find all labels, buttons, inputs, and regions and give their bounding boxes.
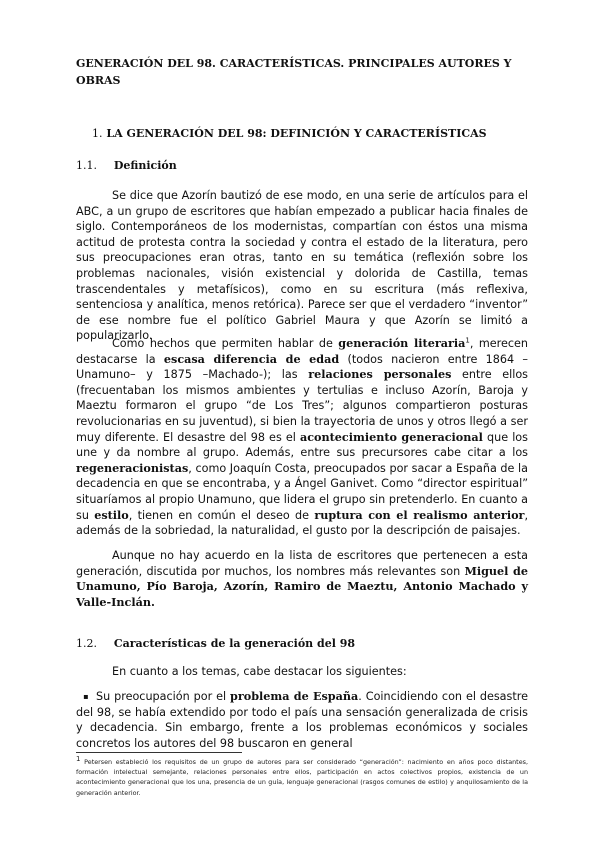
bold-run: escasa diferencia de edad xyxy=(163,351,340,366)
paragraph-text: Se dice que Azorín bautizó de ese modo, en una serie de artículos para el ABC, a un grupo de escritores que habían empezado a publicar hacia finales de siglo. Contemporáneos de los modernistas, compartían con éstos una misma actitud de protesta contra la sociedad y contra el estado de la literatura, pero sus preocupaciones eran otras, tanto en su temática (reflexión sobre los problemas nacionales, visión existencial y dolorida de Castilla, temas trascendentales y metafísicos), como en su escritura (más reflexiva, sentenciosa y analítica, menos retórica). Parece ser que el verdadero “inventor” de ese nombre fue el político Gabriel Maura y que Azorín se limitó a popularizarlo. xyxy=(76,189,528,343)
bold-run: relaciones personales xyxy=(308,367,452,382)
footnote xyxy=(76,754,528,798)
footnote-number: 1 xyxy=(76,754,81,763)
bold-run: regeneracionistas xyxy=(76,460,189,475)
subsection-heading-caracteristicas xyxy=(76,636,355,652)
paragraph-text: En cuanto a los temas, cabe destacar los siguientes: xyxy=(112,665,407,678)
paragraph-temas xyxy=(76,664,528,680)
paragraph-definicion xyxy=(76,188,528,344)
text-run: , además de la sobriedad, la naturalidad, el gusto por la descripción de paisajes. xyxy=(76,508,528,538)
subsection-title: Definición xyxy=(113,159,177,172)
paragraph-autores xyxy=(76,548,528,610)
footnote-divider xyxy=(76,752,242,753)
bullet-item-problema-espana xyxy=(76,689,528,751)
text-run: Aunque no hay acuerdo en la lista de escritores que pertenecen a esta generación, discutida por muchos, los nombres más relevantes son xyxy=(76,549,528,578)
bullet-icon: ▪ xyxy=(83,692,89,701)
bold-run: estilo xyxy=(94,507,129,522)
subsection-number: 1.2. xyxy=(76,637,97,650)
subsection-number: 1.1. xyxy=(76,159,97,172)
subsection-heading-definicion xyxy=(76,158,177,174)
section-number: 1. xyxy=(92,127,103,140)
section-title: LA GENERACIÓN DEL 98: DEFINICIÓN Y CARACTERÍSTICAS xyxy=(106,127,487,140)
text-run: entre ellos (frecuentaban los mismos ambientes y tertulias e incluso Azorín, Baroja y Maeztu formaron el grupo “de Los Tres”; algunos compartieron posturas revolucionarias en su juventud), si bien la trayectoria de unos y otros llegó a ser muy diferente. El desastre del 98 es el xyxy=(76,368,529,444)
text-run: Como hechos que permiten hablar de xyxy=(112,337,339,350)
section-heading xyxy=(92,126,532,142)
document-title: GENERACIÓN DEL 98. CARACTERÍSTICAS. PRINCIPALES AUTORES Y OBRAS xyxy=(76,57,512,87)
text-run: Su preocupación por el xyxy=(96,690,231,703)
text-run: que los une y da nombre al grupo. Además, entre sus precursores cabe citar a los xyxy=(76,430,528,460)
bold-run: acontecimiento generacional xyxy=(299,429,483,444)
text-run: , merecen destacarse la xyxy=(76,337,528,366)
paragraph-hechos xyxy=(76,336,528,539)
footnote-ref[interactable]: 1 xyxy=(465,336,470,345)
text-run: (todos nacieron entre 1864 –Unamuno– y 1875 –Machado-); las xyxy=(76,352,529,382)
subsection-title: Características de la generación del 98 xyxy=(113,637,356,650)
text-run: , como Joaquín Costa, preocupados por sacar a España de la decadencia en que se encontraba, y a Ángel Ganivet. Como “director espiritual” situaríamos al propio Unamuno, que lidera el grupo sin pretenderlo. En cuanto a su xyxy=(76,461,528,522)
bold-run: ruptura con el realismo anterior xyxy=(314,507,525,522)
bold-run: problema de España xyxy=(230,689,359,703)
text-run: . Coincidiendo con el desastre del 98, se había extendido por todo el país una sensación generalizada de crisis y decadencia. Sin embargo, frente a los problemas económicos y sociales concretos los autores del 98 buscaron en general xyxy=(76,690,528,750)
bold-run: Miguel de Unamuno, Pío Baroja, Azorín, Ramiro de Maeztu, Antonio Machado y Valle-Inclán. xyxy=(76,563,528,609)
bold-run: generación literaria xyxy=(338,336,466,350)
text-run: , tienen en común el deseo de xyxy=(128,508,315,522)
footnote-text: Petersen estableció los requisitos de un grupo de autores para ser considerado “generación”: nacimiento en años poco distantes, formación intelectual semejante, relaciones personales entre ellos, participación en actos colectivos propios, existencia de un acontecimiento generacional que los una, presencia de un guía, lenguaje generacional (rasgos comunes de estilo) y anquilosamiento de la generación anterior. xyxy=(76,758,528,797)
